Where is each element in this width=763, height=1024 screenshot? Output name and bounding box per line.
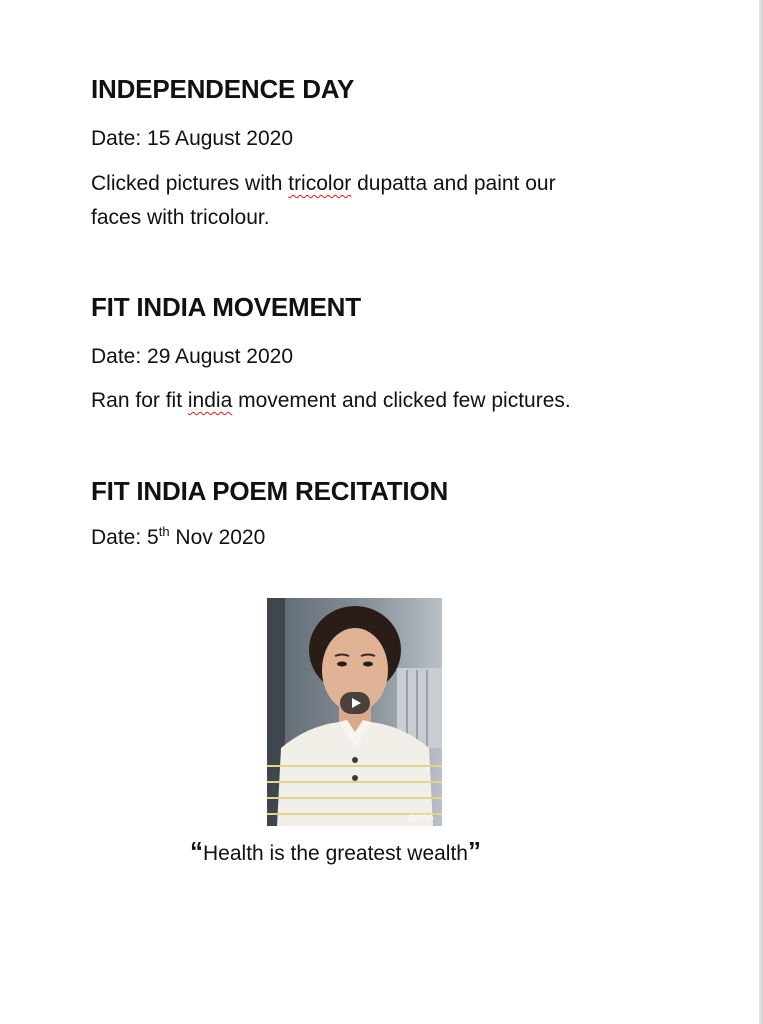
section-description: Ran for fit india movement and clicked few pictures. — [91, 389, 571, 412]
page-edge — [759, 0, 763, 1024]
quote: “Health is the greatest wealth” — [190, 836, 481, 866]
section-fit-india-poem — [91, 476, 731, 555]
section-date: Date: 5th Nov 2020 — [91, 524, 266, 549]
quote-text: Health is the greatest wealth — [203, 842, 468, 865]
play-icon[interactable] — [340, 692, 370, 714]
section-independence-day — [91, 74, 731, 235]
misspelled-word: tricolor — [288, 172, 352, 195]
section-description: Clicked pictures with tricolor dupatta and paint our — [91, 172, 556, 195]
section-heading: INDEPENDENCE DAY — [91, 74, 355, 104]
video-watermark: @VIVA — [408, 813, 434, 822]
section-description-cont: faces with tricolour. — [91, 206, 270, 229]
section-heading: FIT INDIA POEM RECITATION — [91, 476, 449, 506]
section-heading: FIT INDIA MOVEMENT — [91, 292, 361, 322]
section-date: Date: 15 August 2020 — [91, 127, 293, 150]
misspelled-word: india — [187, 389, 233, 412]
section-fit-india-movement — [91, 292, 731, 418]
section-date: Date: 29 August 2020 — [91, 345, 293, 368]
video-thumbnail[interactable] — [267, 598, 442, 826]
music-note-icon: ♪ — [273, 812, 277, 821]
